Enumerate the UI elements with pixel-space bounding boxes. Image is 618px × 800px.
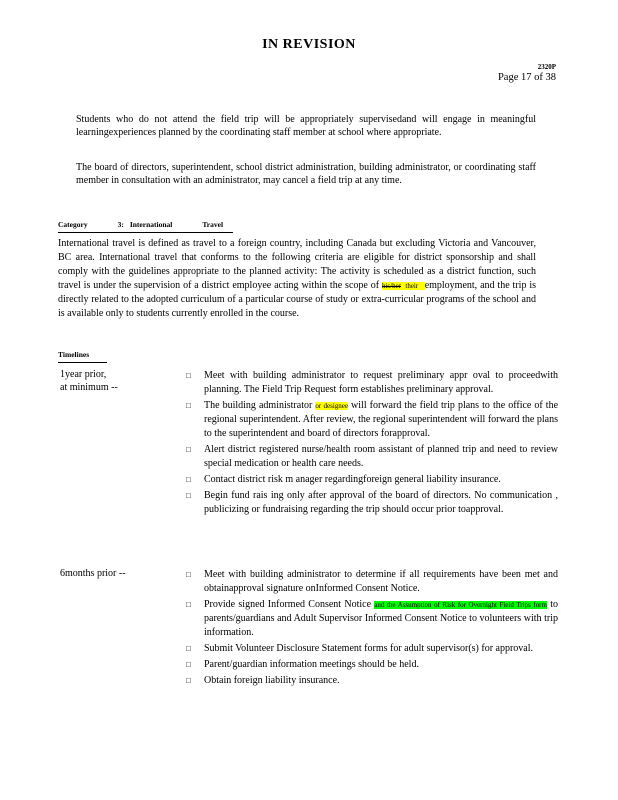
- list-item: [186, 674, 558, 688]
- list-item: [186, 369, 558, 397]
- list-item: [186, 489, 558, 517]
- checkbox-bullet-icon: □: [186, 600, 191, 609]
- list-item: [186, 642, 558, 656]
- list-item-text-after: to parents/guardians and Adult Supervisor Informed Consent Notice to volunteers with trip information.: [204, 599, 559, 638]
- timelines-heading: Timelines: [58, 348, 107, 363]
- list-item-text: Contact district risk m anager regardingforeign general liability insurance.: [204, 474, 501, 485]
- highlighted-insertion: or designee: [315, 402, 348, 410]
- list-item-text: [204, 598, 558, 640]
- list-item: [186, 658, 558, 672]
- list-item-text: Obtain foreign liability insurance.: [204, 675, 340, 686]
- timeline-label-line: 1year prior,: [60, 369, 107, 380]
- highlighted-insertion: and the Assumption of Risk for Overnight Field Trips form: [374, 601, 547, 609]
- timeline-label-6-months: [60, 568, 126, 581]
- checkbox-bullet-icon: □: [186, 371, 191, 380]
- list-item-text: Begin fund rais ing only after approval of the board of directors. No communication , publicizing or fundraising regarding the trip should occur prior toapproval.: [204, 490, 558, 515]
- checkbox-bullet-icon: □: [186, 401, 191, 410]
- category-heading: [58, 218, 233, 233]
- document-number: 2320P: [537, 63, 556, 71]
- list-item: [186, 473, 558, 487]
- list-item: [186, 598, 558, 640]
- checkbox-bullet-icon: □: [186, 660, 191, 669]
- list-item-text: Meet with building administrator to determine if all requirements have been met and obtainapproval signature onInformed Consent Notice.: [204, 569, 558, 594]
- body-text-part2: employment, and the trip is directly related to the adopted curriculum of a particular course of study or extra-curricular programs of the school and is available only to students currently enrolled in the course.: [58, 280, 537, 319]
- category-label: Category: [58, 220, 88, 229]
- checkbox-bullet-icon: □: [186, 475, 191, 484]
- checkbox-bullet-icon: □: [186, 491, 191, 500]
- intro-paragraph-1: Students who do not attend the field trip will be appropriately supervisedand will engage in meaningful learningexperiences planned by the coordinating staff member at school where appropriate.: [76, 114, 536, 138]
- intro-paragraph-2: The board of directors, superintendent, school district administration, building administrator, or coordinating staff member in consultation with an administrator, may cancel a field trip at any time.: [76, 162, 536, 186]
- body-text-part1: International travel is defined as travel to a foreign country, including Canada but excluding Victoria and Vancouver, BC area. International travel that conforms to the following criteria are eligible for district sponsorship and shall comply with the guidelines appropriate to the planned activity: The activity is scheduled as a district function, such travel is under the supervision of a district employee acting within the scope of: [58, 238, 536, 291]
- highlighted-revision: [382, 282, 425, 290]
- category-name: International: [129, 220, 173, 229]
- checkbox-bullet-icon: □: [186, 570, 191, 579]
- list-item-text: [204, 399, 558, 441]
- list-item-text-before: Provide signed Informed Consent Notice: [204, 599, 375, 610]
- inserted-text: their: [405, 282, 419, 290]
- international-travel-paragraph: [58, 237, 536, 321]
- checkbox-bullet-icon: □: [186, 676, 191, 685]
- list-item: [186, 568, 558, 596]
- checkbox-bullet-icon: □: [186, 644, 191, 653]
- list-item: [186, 399, 558, 441]
- page-title: IN REVISION: [262, 37, 356, 52]
- checkbox-bullet-icon: □: [186, 445, 191, 454]
- list-item: [186, 443, 558, 471]
- category-type: Travel: [202, 220, 224, 229]
- category-number: 3:: [117, 220, 124, 229]
- list-item-text: Meet with building administrator to request preliminary appr oval to proceedwith planning. The Field Trip Request form establishes preliminary approval.: [204, 370, 558, 395]
- page-number: Page 17 of 38: [497, 72, 556, 83]
- timeline-label-line: at minimum --: [60, 381, 118, 393]
- list-item-text: Alert district registered nurse/health room assistant of planned trip and need to review special medication or health care needs.: [204, 444, 558, 469]
- list-item-text: Submit Volunteer Disclosure Statement forms for adult supervisor(s) for approval.: [204, 643, 534, 654]
- timeline-label-1-year: [60, 369, 118, 394]
- timeline-label-line: 6months prior --: [60, 568, 126, 579]
- struck-text: his/her: [381, 282, 402, 290]
- list-item-text: Parent/guardian information meetings should be held.: [204, 659, 419, 670]
- list-item-text-before: The building administrator: [204, 400, 316, 411]
- timeline-list-6-months: [186, 568, 558, 690]
- list-item-text-after: will forward the field trip plans to the office of the regional superintendent. After review, the regional superintendent will forward the plans to the superintendent and board of directors forapproval.: [204, 400, 559, 439]
- timeline-list-1-year: [186, 369, 558, 519]
